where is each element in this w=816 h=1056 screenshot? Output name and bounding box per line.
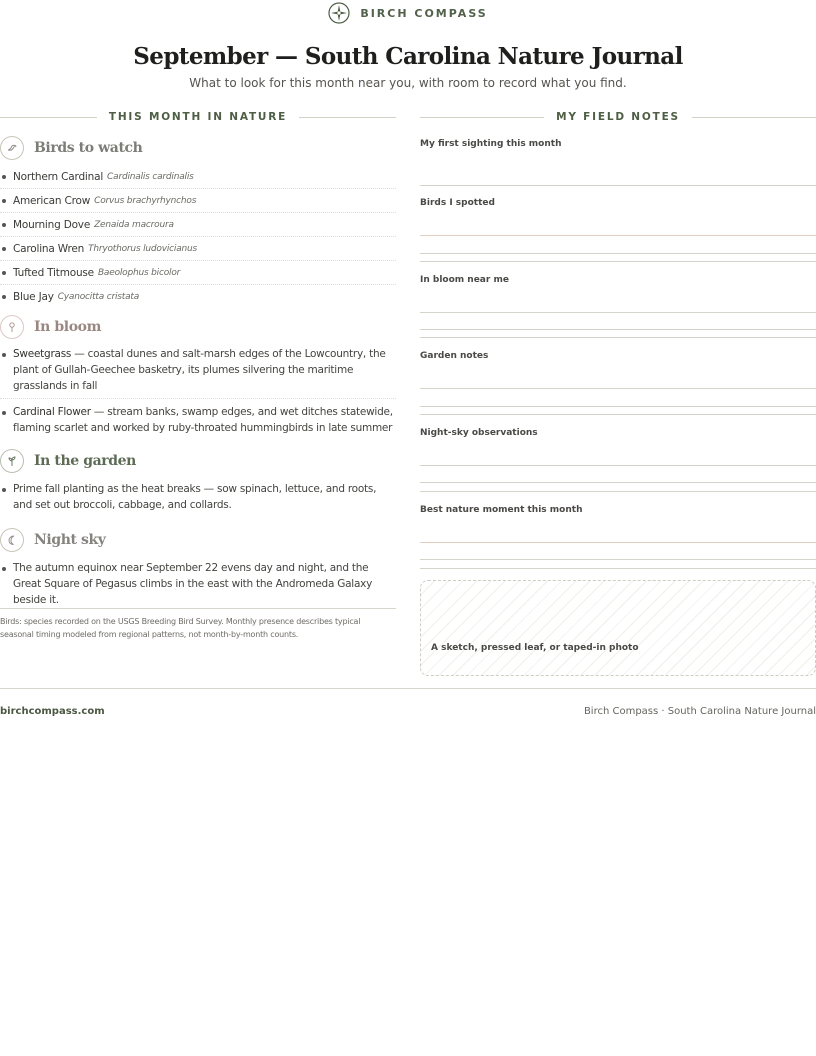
list-item: Cardinal Flower — stream banks, swamp edges, and wet ditches statewide, flaming scarlet and worked by ruby-throated hummingbirds in late summer [0,404,396,436]
garden-notes-field[interactable] [420,349,816,363]
field-label: My first sighting this month [420,139,562,149]
photo-box-label: A sketch, pressed leaf, or taped-in photo [431,643,639,653]
bloom-section [0,314,396,436]
writing-line [420,406,816,407]
bird-list [0,165,396,308]
list-item: Carolina Wren Thryothorus ludovicianus [0,237,396,261]
photo-box[interactable] [420,580,816,676]
bird-icon [0,136,24,160]
writing-line [420,482,816,483]
sky-title: Night sky [34,532,106,548]
birds-title: Birds to watch [34,140,143,156]
sky-section [0,527,396,608]
notes-column-header [420,108,816,126]
sky-list [0,560,396,608]
garden-list [0,481,396,513]
writing-line [420,465,816,466]
birds-section [0,135,396,308]
best-moment-field[interactable] [420,503,816,517]
writing-line [420,185,816,186]
list-item: Tufted Titmouse Baeolophus bicolor [0,261,396,285]
nature-heading: THIS MONTH IN NATURE [108,111,288,123]
list-item: Northern Cardinal Cardinalis cardinalis [0,165,396,189]
list-item: Sweetgrass — coastal dunes and salt-marsh edges of the Lowcountry, the plant of Gullah-Geechee basketry, its plumes silvering the maritime grasslands in fall [0,346,396,399]
writing-line [420,253,816,254]
field-label: Birds I spotted [420,198,495,208]
birds-spotted-field[interactable] [420,196,816,210]
in-bloom-field[interactable] [420,273,816,287]
nature-column [0,108,396,639]
writing-line [420,559,816,560]
list-item: Blue Jay Cyanocitta cristata [0,285,396,308]
writing-line [420,235,816,236]
writing-line [420,312,816,313]
writing-line [420,388,816,389]
writing-line [420,414,816,415]
page-title: September — South Carolina Nature Journal [133,43,683,70]
sprout-icon [0,449,24,473]
writing-line [420,337,816,338]
night-sky-field[interactable] [420,426,816,440]
footer-credit: Birch Compass · South Carolina Nature Journal [583,706,816,717]
compass-icon [328,2,350,24]
garden-title: In the garden [34,453,136,469]
list-item: American Crow Corvus brachyrhynchos [0,189,396,213]
writing-line [420,261,816,262]
writing-line [420,568,816,569]
footer-site-link[interactable]: birchcompass.com [0,706,105,717]
field-label: Night-sky observations [420,428,538,438]
field-label: In bloom near me [420,275,509,285]
field-label: Best nature moment this month [420,505,583,515]
moon-icon [0,528,24,552]
writing-line [420,491,816,492]
writing-line [420,329,816,330]
brand-name: BIRCH COMPASS [360,6,488,20]
first-sighting-field[interactable] [420,137,816,151]
list-item: Mourning Dove Zenaida macroura [0,213,396,237]
brand-header [0,0,816,24]
garden-section [0,448,396,513]
field-notes-column [420,108,816,653]
page-footer [0,688,816,719]
bloom-title: In bloom [34,319,101,335]
page-subtitle: What to look for this month near you, with room to record what you find. [189,76,627,90]
field-label: Garden notes [420,351,489,361]
list-item: Prime fall planting as the heat breaks — sow spinach, lettuce, and roots, and set out broccoli, cabbage, and collards. [0,481,396,513]
writing-line [420,542,816,543]
data-footnote: Birds: species recorded on the USGS Breeding Bird Survey. Monthly presence describes typical seasonal timing modeled from regional patterns, not month-by-month counts. [0,608,396,641]
bloom-list [0,346,396,436]
nature-column-header [0,108,396,126]
list-item: The autumn equinox near September 22 evens day and night, and the Great Square of Pegasus climbs in the east with the Andromeda Galaxy beside it. [0,560,396,608]
flower-icon [0,315,24,339]
notes-heading: MY FIELD NOTES [556,111,680,123]
